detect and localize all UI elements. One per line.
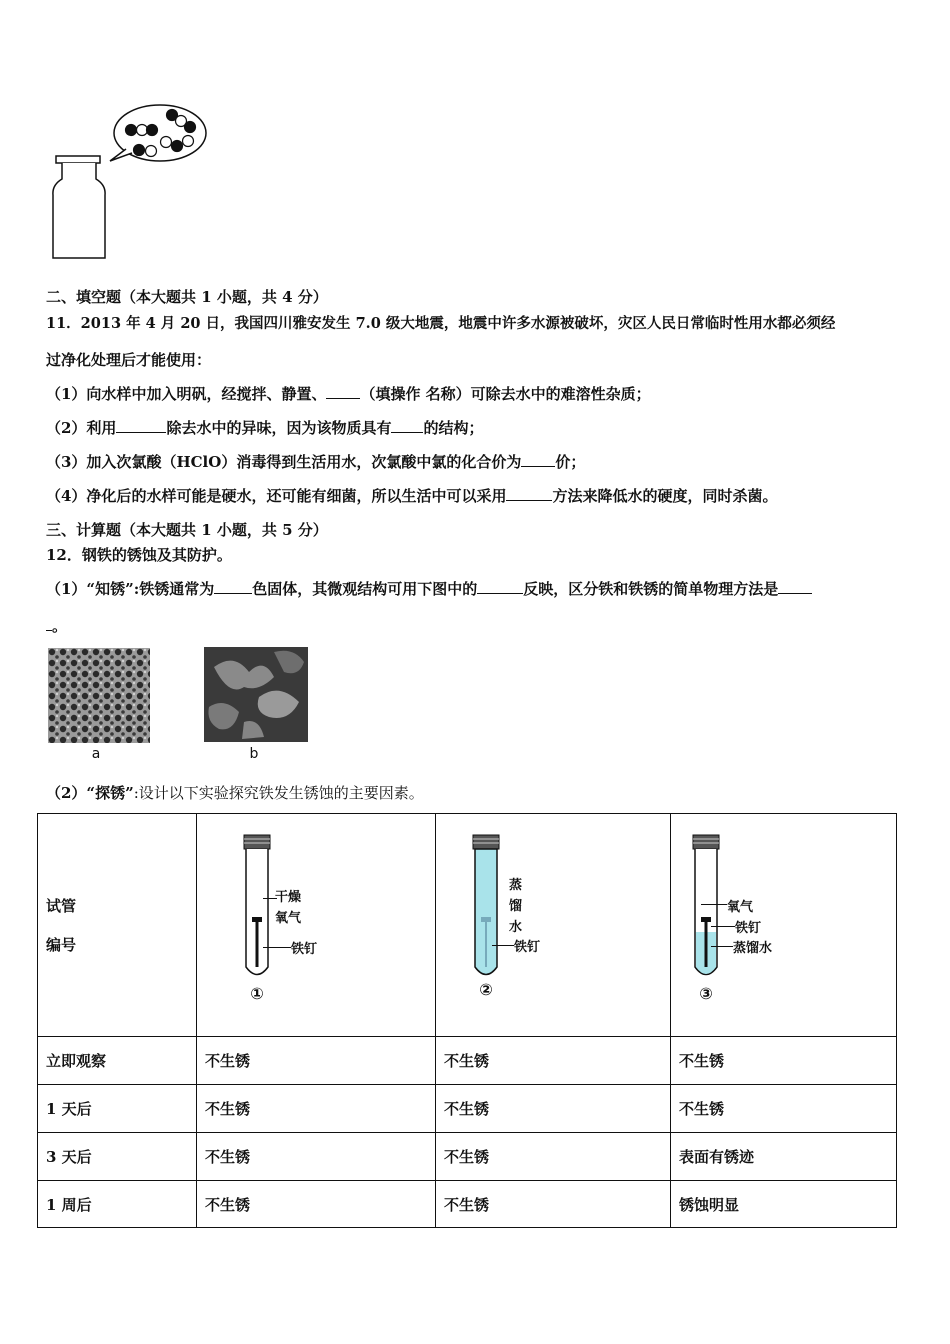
q11-line2: 过净化处理后才能使用： bbox=[46, 351, 212, 369]
test-tube-2-icon bbox=[466, 832, 506, 982]
tube-2-number: ② bbox=[479, 980, 493, 999]
test-tube-1-icon bbox=[237, 832, 277, 982]
answer-blank[interactable] bbox=[778, 579, 812, 594]
q11-part3: （3）加入次氯酸（HClO）消毒得到生活用水，次氯酸中氯的化合价为 价； bbox=[46, 453, 586, 471]
section3-title: 三、计算题（本大题共 1 小题，共 5 分） bbox=[46, 521, 328, 539]
q12-part1: （1）“知锈”:铁锈通常为 色固体，其微观结构可用下图中的 反映，区分铁和铁锈的简单物理方法是 bbox=[46, 578, 812, 599]
tube-1-cell: 干燥 氧气 铁钉 ① bbox=[197, 814, 436, 1037]
q11-part4: （4）净化后的水样可能是硬水，还可能有细菌，所以生活中可以采用 方法来降低水的硬度，同时杀菌。 bbox=[46, 487, 778, 505]
test-tube-3-icon bbox=[686, 832, 726, 982]
answer-blank[interactable] bbox=[391, 418, 423, 433]
microstructure-image-a bbox=[48, 648, 150, 743]
experiment-table bbox=[37, 813, 897, 1228]
tube-3-number: ③ bbox=[699, 984, 713, 1003]
table-row: 3 天后 不生锈 不生锈 表面有锈迹 bbox=[38, 1133, 897, 1181]
answer-blank[interactable] bbox=[326, 384, 360, 399]
table-header-row bbox=[38, 814, 897, 1037]
image-a-caption: a bbox=[91, 746, 101, 762]
image-b-caption: b bbox=[249, 746, 259, 762]
tube-1-number: ① bbox=[250, 984, 264, 1003]
q11-part1: （1）向水样中加入明矾，经搅拌、静置、 （填操作 名称）可除去水中的难溶性杂质； bbox=[46, 385, 651, 403]
q11-line1: 11．2013 年 4 月 20 日，我国四川雅安发生 7.0 级大地震，地震中许多水源被破坏，灾区人民日常临时性用水都必须经 bbox=[46, 315, 836, 332]
gas-bottle-icon bbox=[53, 156, 105, 258]
table-row: 立即观察 不生锈 不生锈 不生锈 bbox=[38, 1037, 897, 1085]
q11-part2: （2）利用 除去水中的异味，因为该物质具有 的结构； bbox=[46, 419, 484, 437]
section2-title: 二、填空题（本大题共 1 小题，共 4 分） bbox=[46, 288, 328, 306]
tube-number-header: 试管 编号 bbox=[38, 814, 197, 1037]
answer-blank[interactable] bbox=[116, 418, 166, 433]
table-row: 1 周后 不生锈 不生锈 锈蚀明显 bbox=[38, 1181, 897, 1228]
answer-blank[interactable] bbox=[477, 579, 523, 594]
answer-blank[interactable] bbox=[521, 452, 555, 467]
tube-3-cell: 氧气 铁钉 蒸馏水 ③ bbox=[671, 814, 897, 1037]
tube-2-cell: 蒸 馏 水 铁钉 ② bbox=[436, 814, 671, 1037]
answer-blank[interactable] bbox=[506, 486, 552, 501]
speech-bubble-icon bbox=[110, 105, 206, 161]
q12-title: 12．钢铁的锈蚀及其防护。 bbox=[46, 546, 232, 564]
q12-part1-cont: 。 bbox=[46, 615, 67, 636]
microstructure-image-b bbox=[204, 647, 308, 742]
table-row: 1 天后 不生锈 不生锈 不生锈 bbox=[38, 1085, 897, 1133]
gas-bottle-figure bbox=[48, 95, 218, 265]
answer-blank[interactable] bbox=[214, 579, 252, 594]
q12-part2: （2）“探锈”:设计以下实验探究铁发生锈蚀的主要因素。 bbox=[46, 784, 424, 802]
